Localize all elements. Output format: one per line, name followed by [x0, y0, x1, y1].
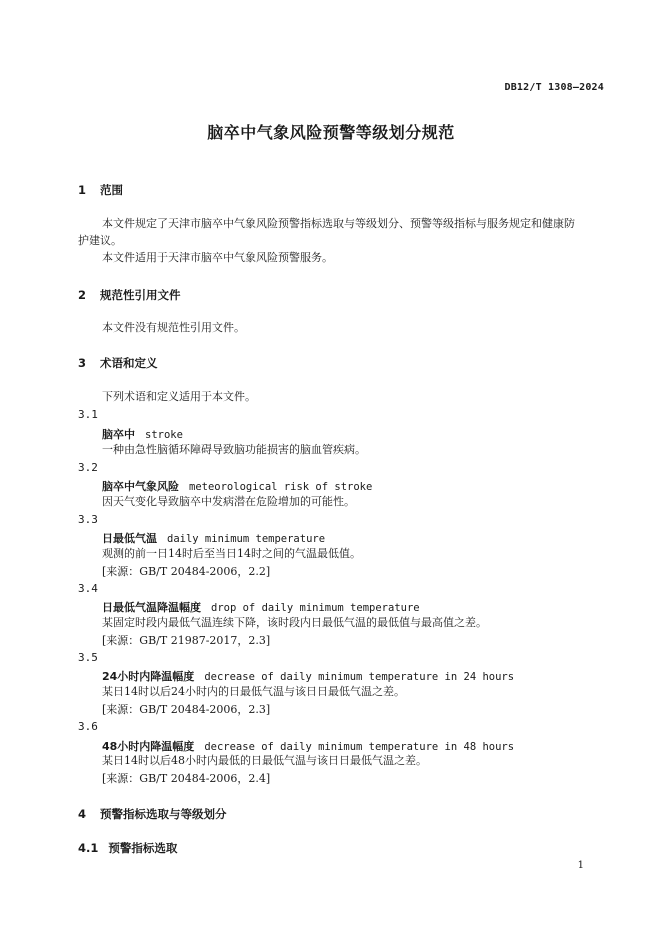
section-1-title: 范围 [100, 183, 124, 197]
term-definition: 一种由急性脑循环障碍导致脑功能损害的脑血管疾病。 [102, 443, 366, 456]
term-definition: 某日14时以后24小时内的日最低气温与该日日最低气温之差。 [102, 685, 405, 698]
term-zh: 日最低气温降温幅度 [102, 601, 201, 614]
section-1-paragraph-1-line-1: 本文件规定了天津市脑卒中气象风险预警指标选取与等级划分、预警等级指标与服务规定和健康防 [102, 217, 575, 230]
term-zh: 日最低气温 [102, 532, 157, 545]
term-heading [102, 599, 420, 615]
term-en: drop of daily minimum temperature [211, 602, 420, 614]
page-number: 1 [577, 860, 584, 871]
term-number: 3.2 [78, 461, 98, 474]
document-title: 脑卒中气象风险预警等级划分规范 [207, 123, 455, 142]
term-definition: 因天气变化导致脑卒中发病潜在危险增加的可能性。 [102, 495, 355, 508]
section-3-heading [78, 355, 158, 371]
section-3-paragraph: 下列术语和定义适用于本文件。 [102, 390, 256, 403]
section-2-number: 2 [78, 288, 87, 302]
term-definition: 观测的前一日14时后至当日14时之间的气温最低值。 [102, 547, 361, 560]
section-4-heading [78, 806, 227, 822]
standard-number: DB12/T 1308—2024 [504, 82, 604, 93]
term-en: stroke [145, 429, 183, 441]
section-3-number: 3 [78, 356, 87, 370]
term-source: [来源：GB/T 20484-2006，2.4] [102, 772, 271, 785]
section-2-title: 规范性引用文件 [100, 288, 181, 302]
term-zh: 24小时内降温幅度 [102, 670, 195, 683]
section-4-1-title: 预警指标选取 [108, 841, 178, 855]
term-heading [102, 478, 372, 494]
term-zh: 脑卒中 [102, 428, 135, 441]
term-definition: 某日14时以后48小时内最低的日最低气温与该日日最低气温之差。 [102, 754, 427, 767]
term-number: 3.6 [78, 720, 98, 733]
term-heading [102, 426, 183, 442]
term-number: 3.1 [78, 408, 98, 421]
term-source: [来源：GB/T 20484-2006，2.2] [102, 565, 271, 578]
term-definition: 某固定时段内最低气温连续下降，该时段内日最低气温的最低值与最高值之差。 [102, 616, 487, 629]
term-zh: 脑卒中气象风险 [102, 480, 179, 493]
term-number: 3.4 [78, 582, 98, 595]
term-en: daily minimum temperature [167, 533, 326, 545]
section-1-number: 1 [78, 183, 87, 197]
section-4-number: 4 [78, 807, 87, 821]
section-1-paragraph-1-line-2: 护建议。 [78, 234, 122, 247]
term-en: decrease of daily minimum temperature in 24 hours [204, 671, 515, 683]
section-2-paragraph: 本文件没有规范性引用文件。 [102, 321, 245, 334]
term-source: [来源：GB/T 20484-2006，2.3] [102, 703, 271, 716]
term-zh: 48小时内降温幅度 [102, 740, 195, 753]
term-number: 3.3 [78, 513, 98, 526]
section-2-heading [78, 287, 181, 303]
term-en: meteorological risk of stroke [189, 481, 373, 493]
section-4-1-heading [78, 840, 177, 856]
section-4-title: 预警指标选取与等级划分 [100, 807, 227, 821]
term-number: 3.5 [78, 651, 98, 664]
term-en: decrease of daily minimum temperature in 48 hours [204, 741, 515, 753]
section-4-1-number: 4.1 [78, 841, 99, 855]
section-1-heading [78, 182, 123, 198]
section-1-paragraph-2: 本文件适用于天津市脑卒中气象风险预警服务。 [102, 251, 333, 264]
term-source: [来源：GB/T 21987-2017，2.3] [102, 634, 271, 647]
term-heading [102, 668, 514, 684]
section-3-title: 术语和定义 [100, 356, 158, 370]
term-heading [102, 530, 325, 546]
